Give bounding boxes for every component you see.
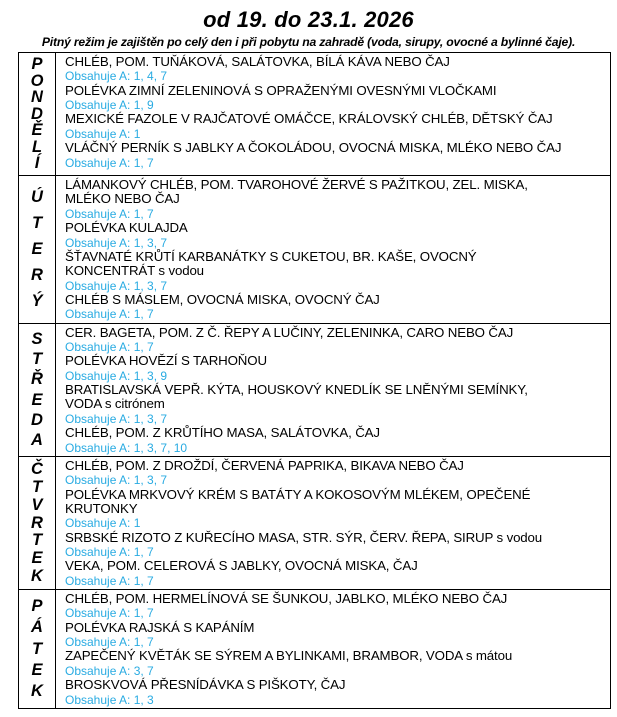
allergen-info: Obsahuje A: 1, 7: [65, 635, 154, 650]
allergen-info: Obsahuje A: 1, 9: [65, 98, 154, 113]
day-letter: Á: [31, 618, 43, 637]
meal-text-line: LÁMANKOVÝ CHLÉB, POM. TVAROHOVÉ ŽERVÉ S PAŽITKOU, ZEL. MISKA,: [65, 177, 528, 192]
allergen-info: Obsahuje A: 1, 7: [65, 545, 154, 560]
day-row-úterý: [19, 175, 610, 323]
day-letter: R: [31, 513, 43, 532]
day-letter: T: [31, 478, 43, 496]
allergen-info: Obsahuje A: 1, 3, 7: [65, 411, 168, 426]
meal-text-line: VLÁČNÝ PERNÍK S JABLKY A ČOKOLÁDOU, OVOCNÁ MISKA, MLÉKO NEBO ČAJ: [65, 140, 562, 156]
day-letter: K: [31, 682, 43, 701]
allergen-info: Obsahuje A: 1, 3, 7, 10: [65, 440, 188, 455]
day-letter: T: [31, 639, 43, 658]
day-letter: T: [31, 349, 43, 368]
day-letter: N: [31, 88, 43, 107]
meal-text-line: POLÉVKA RAJSKÁ S KAPÁNÍM: [65, 619, 255, 635]
meal-text-line: BROSKVOVÁ PŘESNÍDÁVKA S PIŠKOTY, ČAJ: [65, 677, 346, 693]
day-meals: [56, 53, 610, 175]
meal-text-line: MLÉKO NEBO ČAJ: [65, 191, 180, 207]
day-letter: P: [31, 596, 43, 615]
drinking-regime-note: Pitný režim je zajištěn po celý den i při pobytu na zahradě (voda, sirupy, ovocné a bylinné čaje).: [41, 35, 576, 49]
allergen-info: Obsahuje A: 1, 7: [65, 606, 154, 621]
day-row-pátek: [19, 589, 610, 708]
allergen-info: Obsahuje A: 1, 3, 7: [65, 473, 168, 488]
day-letter: T: [31, 213, 43, 232]
weekly-menu-table: [18, 52, 611, 709]
day-letter: S: [31, 329, 43, 348]
day-letter: E: [31, 240, 43, 259]
allergen-info: Obsahuje A: 1, 3: [65, 692, 154, 707]
meal-text-line: VEKA, POM. CELEROVÁ S JABLKY, OVOCNÁ MISKA, ČAJ: [65, 558, 418, 574]
day-letter: K: [31, 567, 43, 586]
day-letter: L: [31, 137, 43, 156]
meal-text-line: KONCENTRÁT s vodou: [65, 263, 204, 279]
day-name-pátek: [19, 590, 56, 708]
day-letter: A: [31, 431, 43, 450]
day-letter: Ú: [31, 187, 43, 206]
allergen-info: Obsahuje A: 1, 7: [65, 573, 154, 588]
day-letter: Ě: [31, 121, 43, 140]
day-letter: Í: [34, 154, 40, 173]
day-row-středa: [19, 323, 610, 456]
allergen-info: Obsahuje A: 1, 7: [65, 206, 154, 221]
day-letter: D: [31, 411, 43, 429]
meal-text-line: CHLÉB, POM. HERMELÍNOVÁ SE ŠUNKOU, JABLKO, MLÉKO NEBO ČAJ: [65, 591, 508, 607]
allergen-info: Obsahuje A: 1, 3, 7: [65, 278, 168, 293]
day-meals: [56, 457, 610, 589]
day-letter: E: [31, 390, 43, 409]
meal-text-line: POLÉVKA HOVĚZÍ S TARHOŇOU: [65, 353, 267, 369]
day-meals: [56, 590, 610, 708]
meal-text-line: POLÉVKA ZIMNÍ ZELENINOVÁ S OPRAŽENÝMI OVESNÝMI VLOČKAMI: [65, 82, 497, 98]
day-letter: V: [31, 495, 43, 514]
day-letter: E: [31, 549, 43, 568]
page-title: od 19. do 23.1. 2026: [203, 7, 414, 32]
day-row-čtvrtek: [19, 456, 610, 589]
day-name-čtvrtek: [19, 457, 56, 589]
day-name-středa: [19, 324, 56, 456]
day-name-úterý: [19, 176, 56, 323]
day-letter: O: [30, 71, 44, 90]
day-name-pondělí: [19, 53, 56, 175]
day-letter: T: [31, 531, 43, 550]
meal-text-line: MEXICKÉ FAZOLE V RAJČATOVÉ OMÁČCE, KRÁLOVSKÝ CHLÉB, DĚTSKÝ ČAJ: [65, 111, 553, 127]
day-letter: Ř: [31, 370, 43, 389]
meal-text-line: POLÉVKA MRKVOVÝ KRÉM S BATÁTY A KOKOSOVÝM MLÉKEM, OPEČENÉ: [65, 486, 531, 502]
allergen-info: Obsahuje A: 3, 7: [65, 663, 154, 678]
allergen-info: Obsahuje A: 1, 3, 7: [65, 235, 168, 250]
allergen-info: Obsahuje A: 1, 4, 7: [65, 69, 168, 84]
day-letter: Č: [31, 460, 43, 479]
day-row-pondělí: [19, 53, 610, 175]
day-letter: R: [31, 266, 43, 285]
meal-text-line: CHLÉB, POM. Z DROŽDÍ, ČERVENÁ PAPRIKA, BIKAVA NEBO ČAJ: [65, 457, 464, 473]
meal-text-line: ZAPEČENÝ KVĚTÁK SE SÝREM A BYLINKAMI, BRAMBOR, VODA s mátou: [65, 648, 513, 664]
day-letter: Ý: [31, 292, 43, 311]
allergen-info: Obsahuje A: 1, 3, 9: [65, 368, 168, 383]
meal-text-line: SRBSKÉ RIZOTO Z KUŘECÍHO MASA, STR. SÝR, ČERV. ŘEPA, SIRUP s vodou: [65, 529, 543, 545]
meal-text-line: CHLÉB S MÁSLEM, OVOCNÁ MISKA, OVOCNÝ ČAJ: [65, 291, 380, 307]
day-meals: [56, 176, 610, 323]
day-meals: [56, 324, 610, 456]
allergen-info: Obsahuje A: 1: [65, 126, 141, 141]
allergen-info: Obsahuje A: 1, 7: [65, 155, 154, 170]
meal-text-line: CHLÉB, POM. Z KRŮTÍHO MASA, SALÁTOVKA, ČAJ: [65, 425, 380, 441]
meal-text-line: ŠŤAVNATÉ KRŮTÍ KARBANÁTKY S CUKETOU, BR. KAŠE, OVOCNÝ: [65, 248, 477, 264]
day-letter: P: [31, 55, 43, 74]
day-letter: E: [31, 661, 43, 680]
allergen-info: Obsahuje A: 1, 7: [65, 340, 154, 355]
allergen-info: Obsahuje A: 1: [65, 516, 141, 531]
meal-text-line: KRUTONKY: [65, 500, 138, 516]
meal-text-line: CER. BAGETA, POM. Z Č. ŘEPY A LUČINY, ZELENINKA, CARO NEBO ČAJ: [65, 324, 514, 340]
meal-text-line: BRATISLAVSKÁ VEPŘ. KÝTA, HOUSKOVÝ KNEDLÍK SE LNĚNÝMI SEMÍNKY,: [65, 382, 528, 398]
day-letter: D: [31, 104, 43, 123]
meal-text-line: POLÉVKA KULAJDA: [65, 220, 188, 236]
meal-text-line: CHLÉB, POM. TUŇÁKOVÁ, SALÁTOVKA, BÍLÁ KÁVA NEBO ČAJ: [65, 54, 450, 69]
meal-text-line: VODA s citrónem: [65, 396, 165, 412]
allergen-info: Obsahuje A: 1, 7: [65, 307, 154, 322]
